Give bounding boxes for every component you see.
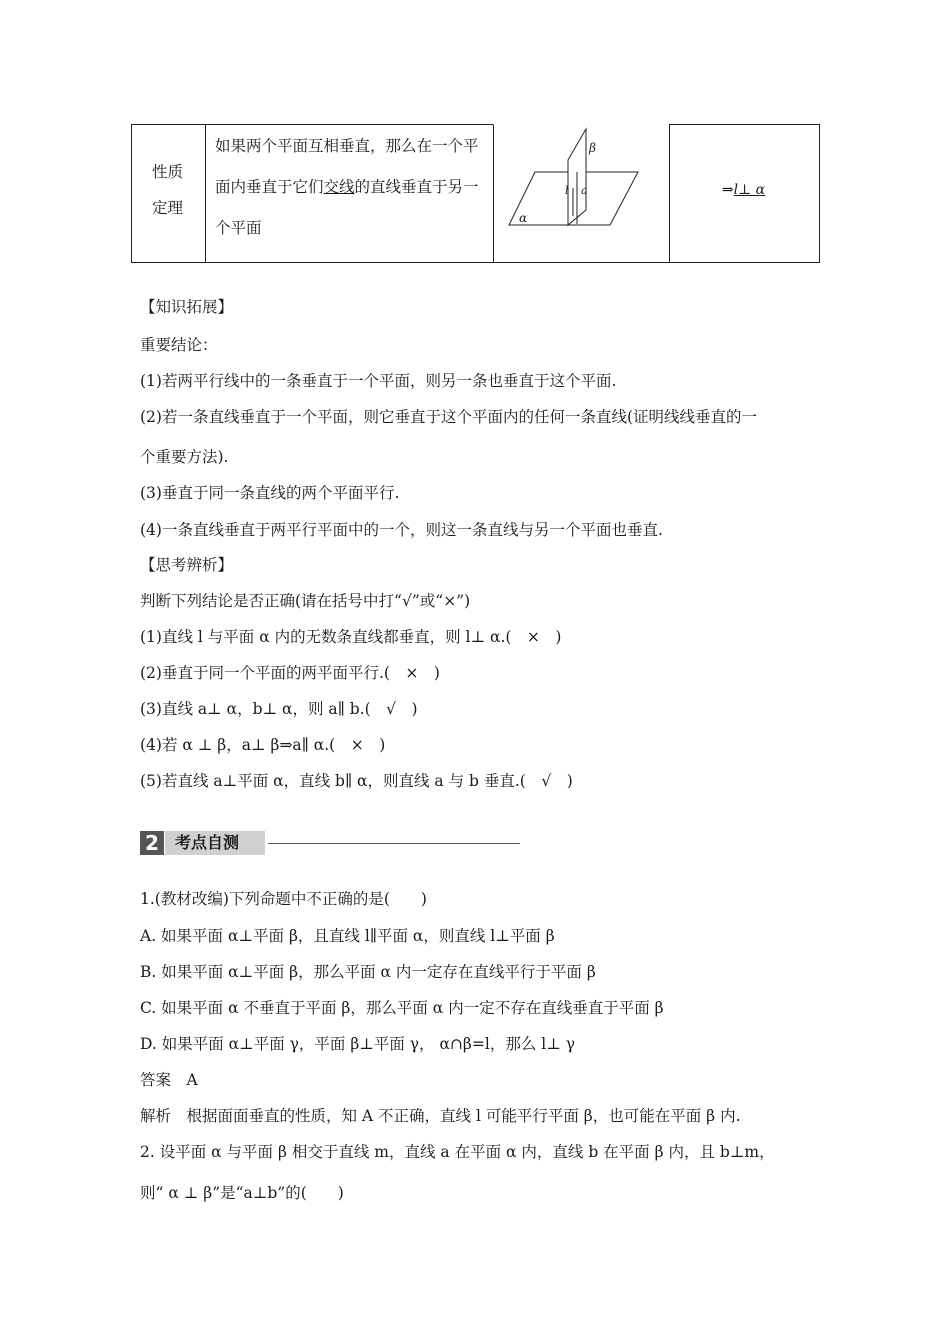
label-a: a: [581, 184, 588, 197]
desc-text-2: 的直线垂直于另一个平面: [215, 178, 479, 237]
judge-item-3: (3)直线 a⊥ α，b⊥ α，则 a∥ b.( √ ): [140, 700, 418, 718]
theorem-table: [131, 124, 819, 263]
desc-text-1: 如果两个平面互相垂直，那么在一个平面内垂直于它们: [215, 137, 479, 196]
theorem-description: [215, 126, 490, 249]
label-alpha: α: [519, 211, 528, 225]
heading-reflection: 【思考辨析】: [140, 556, 234, 574]
desc-underlined: 交线: [323, 178, 355, 196]
perpendicular-planes-figure: [493, 124, 668, 261]
question-2: 2. 设平面 α 与平面 β 相交于直线 m，直线 a 在平面 α 内，直线 b 在平面 β 内，且 b⊥m，: [140, 1143, 775, 1161]
option-a: A. 如果平面 α⊥平面 β，且直线 l∥平面 α，则直线 l⊥平面 β: [140, 927, 555, 945]
label-l: l: [565, 184, 569, 197]
judge-item-2: (2)垂直于同一个平面的两平面平行.( × ): [140, 664, 440, 682]
conclusion-2-cont: 个重要方法).: [140, 448, 229, 466]
theorem-conclusion: [669, 182, 818, 198]
section-divider: [268, 843, 520, 844]
section-number: 2: [140, 831, 164, 855]
option-c: C. 如果平面 α 不垂直于平面 β，那么平面 α 内一定不存在直线垂直于平面 β: [140, 999, 664, 1017]
conclusion-2: (2)若一条直线垂直于一个平面，则它垂直于这个平面内的任何一条直线(证明线线垂直的一: [140, 408, 758, 426]
conclusion-4: (4)一条直线垂直于两平行平面中的一个，则这一条直线与另一个平面也垂直.: [140, 521, 663, 539]
label-beta: β: [589, 141, 596, 155]
conclusion-1: (1)若两平行线中的一条垂直于一个平面，则另一条也垂直于这个平面.: [140, 372, 617, 390]
conclusion-3: (3)垂直于同一条直线的两个平面平行.: [140, 484, 400, 502]
important-conclusions-label: 重要结论：: [140, 336, 218, 354]
option-b: B. 如果平面 α⊥平面 β，那么平面 α 内一定存在直线平行于平面 β: [140, 963, 596, 981]
judge-item-4: (4)若 α ⊥ β，a⊥ β⇒a∥ α.( × ): [140, 736, 386, 754]
analysis: 解析 根据面面垂直的性质，知 A 不正确，直线 l 可能平行平面 β，也可能在平面 β 内.: [140, 1107, 741, 1125]
conclusion-text: l⊥ α: [733, 182, 766, 198]
heading-knowledge-extension: 【知识拓展】: [140, 298, 234, 316]
answer: 答案 A: [140, 1071, 198, 1089]
option-d: D. 如果平面 α⊥平面 γ，平面 β⊥平面 γ， α∩β=l，那么 l⊥ γ: [140, 1035, 575, 1053]
table-cell-label: [131, 124, 205, 263]
question-1: 1.(教材改编)下列命题中不正确的是( ): [140, 890, 427, 908]
row-label-line1: 性质: [151, 163, 183, 181]
implies-arrow: ⇒: [721, 182, 734, 198]
judge-item-5: (5)若直线 a⊥平面 α，直线 b∥ α，则直线 a 与 b 垂直.( √ ): [140, 772, 573, 790]
judge-item-1: (1)直线 l 与平面 α 内的无数条直线都垂直，则 l⊥ α.( × ): [140, 628, 562, 646]
row-label-line2: 定理: [151, 199, 183, 217]
question-2-cont: 则“ α ⊥ β”是“a⊥b”的( ): [140, 1184, 344, 1202]
section-title: 考点自测: [165, 831, 265, 855]
judge-instructions: 判断下列结论是否正确(请在括号中打“√”或“×”): [140, 592, 471, 610]
